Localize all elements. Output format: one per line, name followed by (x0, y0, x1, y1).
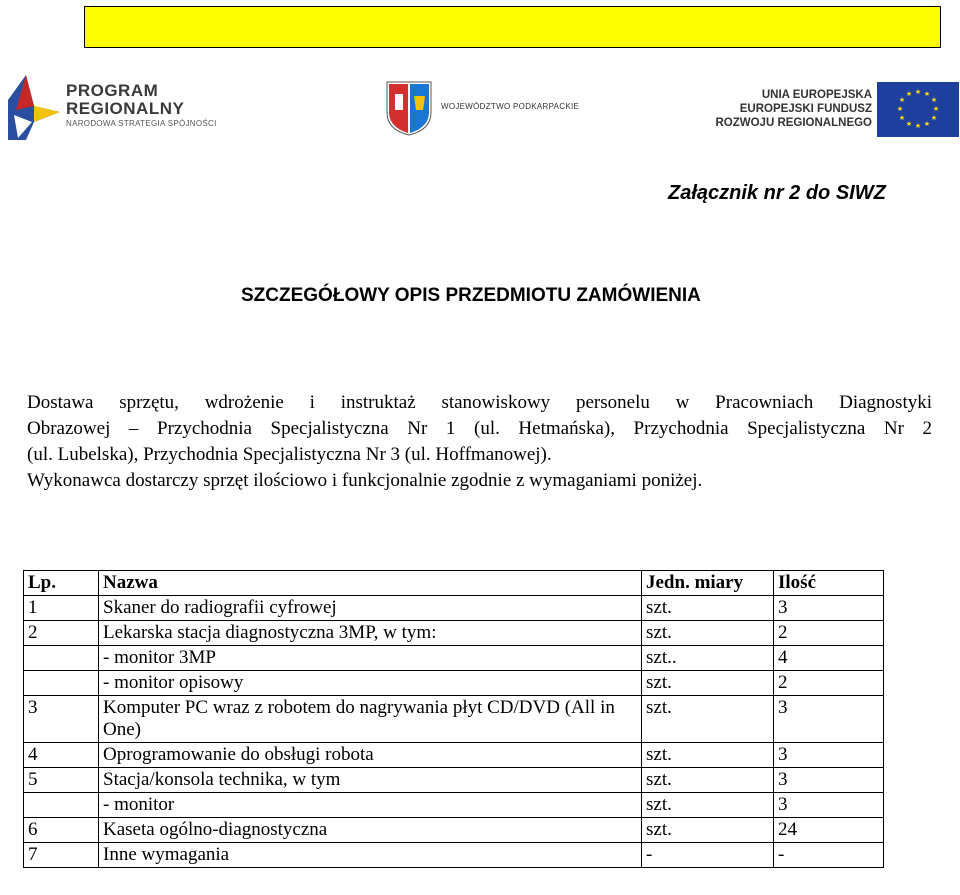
svg-text:★: ★ (905, 90, 913, 98)
cell-qty: 2 (774, 621, 884, 646)
cell-lp: 3 (24, 696, 99, 743)
eu-flag-icon (877, 82, 959, 137)
program-regionalny-logo (4, 70, 234, 145)
intro-line-1: Dostawa sprzętu, wdrożenie i instruktaż stanowiskowy personelu w Pracowniach Diagnostyki (27, 392, 932, 413)
cell-lp: 4 (24, 743, 99, 768)
header-qty: Ilość (774, 571, 884, 596)
cell-unit: szt. (642, 768, 774, 793)
table-row (24, 843, 884, 868)
cell-name: - monitor opisowy (99, 671, 642, 696)
eu-line3: ROZWOJU REGIONALNEGO (715, 117, 872, 129)
document-title: SZCZEGÓŁOWY OPIS PRZEDMIOTU ZAMÓWIENIA (241, 285, 701, 306)
cell-qty: 3 (774, 793, 884, 818)
svg-text:★: ★ (914, 88, 922, 96)
eu-line2: EUROPEJSKI FUNDUSZ (739, 103, 872, 115)
cell-lp: 1 (24, 596, 99, 621)
table-row (24, 743, 884, 768)
table-row (24, 596, 884, 621)
header-name: Nazwa (99, 571, 642, 596)
cell-name: Kaseta ogólno-diagnostyczna (99, 818, 642, 843)
cell-qty: 24 (774, 818, 884, 843)
coat-of-arms-icon (385, 80, 433, 136)
table-row (24, 793, 884, 818)
nss-star-icon (4, 70, 62, 142)
cell-unit: szt. (642, 818, 774, 843)
cell-unit: szt. (642, 671, 774, 696)
cell-qty: 3 (774, 696, 884, 743)
table-row (24, 671, 884, 696)
eu-logo (715, 80, 960, 140)
cell-lp (24, 646, 99, 671)
header-lp: Lp. (24, 571, 99, 596)
cell-qty: - (774, 843, 884, 868)
cell-lp (24, 793, 99, 818)
cell-name: Lekarska stacja diagnostyczna 3MP, w tym: (99, 621, 642, 646)
cell-name: Inne wymagania (99, 843, 642, 868)
cell-unit: szt. (642, 621, 774, 646)
cell-name: - monitor 3MP (99, 646, 642, 671)
cell-qty: 3 (774, 596, 884, 621)
svg-text:★: ★ (923, 90, 931, 98)
annex-label: Załącznik nr 2 do SIWZ (668, 182, 886, 204)
nss-label: NARODOWA STRATEGIA SPÓJNOŚCI (66, 119, 217, 128)
cell-qty: 4 (774, 646, 884, 671)
cell-name: Skaner do radiografii cyfrowej (99, 596, 642, 621)
cell-lp: 5 (24, 768, 99, 793)
cell-lp: 6 (24, 818, 99, 843)
wojewodztwo-label: WOJEWÓDZTWO PODKARPACKIE (441, 102, 580, 111)
cell-unit: - (642, 843, 774, 868)
cell-qty: 3 (774, 743, 884, 768)
svg-text:★: ★ (905, 120, 913, 128)
svg-text:★: ★ (932, 105, 940, 113)
highlight-bar (84, 6, 941, 48)
svg-text:★: ★ (898, 114, 906, 122)
intro-line-3: (ul. Lubelska), Przychodnia Specjalistyczna Nr 3 (ul. Hoffmanowej). (27, 444, 552, 465)
table-row (24, 646, 884, 671)
table-row (24, 621, 884, 646)
cell-unit: szt. (642, 743, 774, 768)
cell-unit: szt. (642, 696, 774, 743)
svg-text:★: ★ (923, 120, 931, 128)
table-row (24, 818, 884, 843)
eu-line1: UNIA EUROPEJSKA (761, 89, 872, 101)
table-row (24, 696, 884, 743)
cell-name: Stacja/konsola technika, w tym (99, 768, 642, 793)
cell-lp (24, 671, 99, 696)
svg-text:★: ★ (896, 105, 904, 113)
svg-text:★: ★ (898, 96, 906, 104)
cell-qty: 3 (774, 768, 884, 793)
svg-text:★: ★ (930, 114, 938, 122)
cell-lp: 2 (24, 621, 99, 646)
regionalny-label: REGIONALNY (66, 99, 185, 118)
cell-name: Komputer PC wraz z robotem do nagrywania płyt CD/DVD (All in One) (99, 696, 642, 743)
intro-paragraph (27, 390, 932, 494)
intro-line-4: Wykonawca dostarczy sprzęt ilościowo i funkcjonalnie zgodnie z wymaganiami poniżej. (27, 470, 703, 491)
cell-unit: szt. (642, 596, 774, 621)
cell-name: - monitor (99, 793, 642, 818)
svg-text:★: ★ (914, 122, 922, 130)
svg-text:★: ★ (930, 96, 938, 104)
wojewodztwo-logo (385, 80, 595, 140)
cell-name: Oprogramowanie do obsługi robota (99, 743, 642, 768)
program-label: PROGRAM (66, 81, 159, 100)
table-header-row (24, 571, 884, 596)
cell-unit: szt. (642, 793, 774, 818)
specification-table (23, 570, 884, 868)
header-unit: Jedn. miary (642, 571, 774, 596)
cell-lp: 7 (24, 843, 99, 868)
cell-unit: szt.. (642, 646, 774, 671)
intro-line-2: Obrazowej – Przychodnia Specjalistyczna Nr 1 (ul. Hetmańska), Przychodnia Specjalistyczna Nr 2 (27, 418, 932, 439)
table-row (24, 768, 884, 793)
cell-qty: 2 (774, 671, 884, 696)
